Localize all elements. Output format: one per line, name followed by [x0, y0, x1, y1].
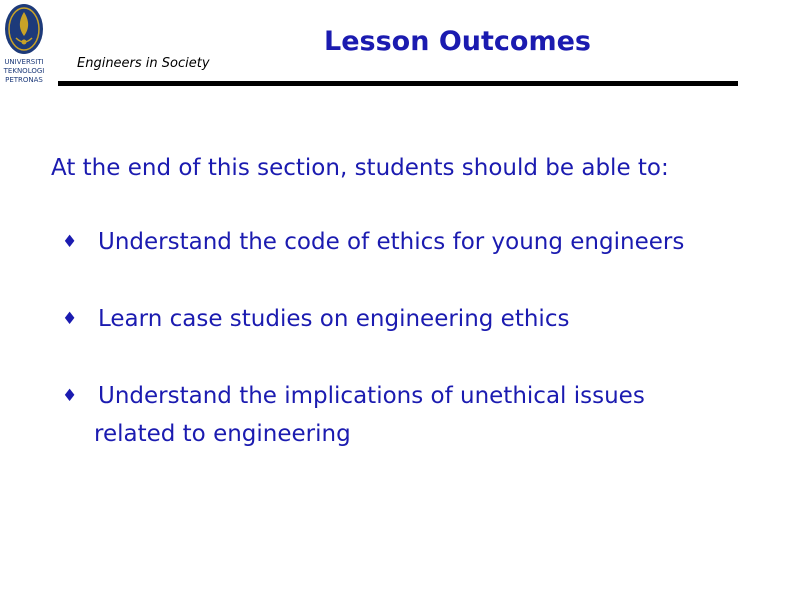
bullet-text-continuation: related to engineering	[94, 421, 351, 447]
bullet-item-1	[62, 223, 762, 261]
diamond-bullet-icon: ♦	[62, 386, 78, 406]
bullet-text: Understand the implications of unethical issues	[98, 383, 645, 409]
bullet-text: Understand the code of ethics for young engineers	[98, 229, 685, 255]
bullet-text: Learn case studies on engineering ethics	[98, 306, 570, 332]
slide-title: Lesson Outcomes	[324, 26, 591, 57]
header-divider	[58, 81, 738, 86]
course-name: Engineers in Society	[77, 56, 210, 71]
intro-text: At the end of this section, students should be able to:	[51, 155, 669, 181]
logo-text-line-2: TEKNOLOGI	[3, 67, 45, 75]
diamond-bullet-icon: ♦	[62, 232, 78, 252]
logo-text-line-3: PETRONAS	[5, 76, 43, 84]
diamond-bullet-icon: ♦	[62, 309, 78, 329]
bullet-item-3	[62, 377, 762, 453]
bullet-item-2	[62, 300, 762, 338]
logo-text-line-1: UNIVERSITI	[4, 58, 44, 66]
